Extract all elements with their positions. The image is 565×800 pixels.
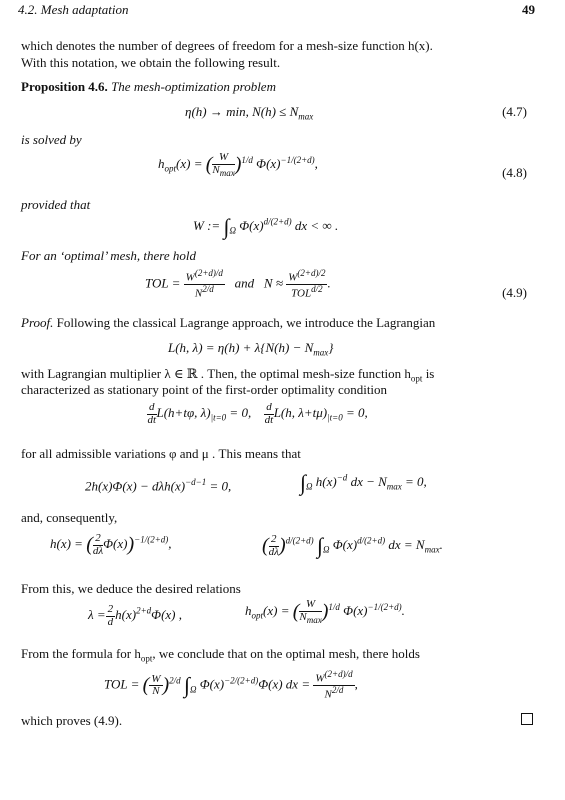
paragraph-line: which proves (4.9). (21, 713, 123, 728)
paragraph-line: provided that (21, 197, 91, 212)
equation-lambda: λ = $\frac{2}{d}$ $h(x)^{2+d}\Phi(x)$ , (88, 603, 182, 628)
equation-4-7: η(h) → min, $N(h) \le N_{max}$ (185, 104, 314, 122)
equation-number: (4.7) (502, 104, 527, 119)
paragraph-line: characterized as stationary point of the first-order optimality condition (21, 382, 388, 397)
paragraph-line: which denotes the number of degrees of freedom for a mesh-size function h(x). (21, 38, 433, 53)
paragraph-line: With this notation, we obtain the following result. (21, 55, 281, 70)
equation-w-definition: W := $\int_\Omega$ $\Phi(x)^{d/(2+d)}$ dx < ∞ . (193, 214, 339, 239)
equation-4-9: TOL = $\frac{W^{(2+d)/d}}{N^{2/d}}$ and N ≈ $\frac{W^{(2+d)/2}}{TOL^{d/2}}$ . (145, 268, 331, 300)
paragraph-line: From the formula for $h_{opt}$, we conclude that on the optimal mesh, there holds (21, 646, 420, 664)
paragraph-line: with Lagrangian multiplier λ ∈ ℝ . Then, the optimal mesh-size function $h_{opt}$ is (21, 366, 435, 384)
running-header: 4.2. Mesh adaptation (18, 2, 129, 17)
equation-first-order: $2h(x)\Phi(x) - d\lambda h(x)^{-d-1} = 0$, (85, 477, 232, 494)
proposition-label: Proposition 4.6. (21, 79, 108, 94)
equation-number: (4.9) (502, 285, 527, 300)
paragraph-line: and, consequently, (21, 510, 118, 525)
equation-h: h(x) = ( $\frac{2}{d\lambda}$ Φ(x))$^{-1/(2+d)}$, (50, 532, 172, 557)
equation-hopt: $h_{opt}(x)$ = ( $\frac{W}{N_{max}}$ )$^{1/d}$ $\Phi(x)^{-1/(2+d)}$. (245, 598, 405, 625)
equation-lambda-constraint: ( $\frac{2}{d\lambda}$ )$^{d/(2+d)}$ $\int_\Omega$ $\Phi(x)^{d/(2+d)}$ dx = $N_{max}$. (262, 532, 443, 558)
equation-number: (4.8) (502, 165, 527, 180)
paragraph-line: For an ‘optimal’ mesh, there hold (21, 248, 196, 263)
proof-line: Proof. Following the classical Lagrange approach, we introduce the Lagrangian (21, 315, 436, 330)
proposition-line (21, 79, 276, 95)
equation-stationarity: $\frac{d}{dt}$ L(h+tφ, $\lambda)_{|t=0} = 0$, $\frac{d}{dt}$ L(h, $\lambda+t\mu)_{|t=0} = 0$, (147, 401, 368, 426)
page-number: 49 (522, 2, 535, 17)
proposition-text: The mesh-optimization problem (111, 79, 276, 94)
qed-box-icon (521, 713, 533, 725)
equation-lagrangian: L(h, $\lambda) = \eta(h) + \lambda\{N(h) - N_{max}\}$ (168, 340, 334, 358)
equation-tol-final: TOL = ( $\frac{W}{N}$ )$^{2/d}$ $\int_\Omega$ $\Phi(x)^{-2/(2+d)}\Phi(x)$ dx = $\frac{W^{(2+d)/d}}{N^{2/d}}$ , (104, 669, 358, 701)
equation-constraint: $\int_\Omega$ $h(x)^{-d}$ dx − $N_{max} = 0$, (300, 470, 427, 495)
paragraph-line: for all admissible variations φ and μ . This means that (21, 446, 301, 461)
paragraph-line: is solved by (21, 132, 82, 147)
equation-4-8: $h_{opt}(x)$ = ( $\frac{W}{N_{max}}$ )$^{1/d}$ $\Phi(x)^{-1/(2+d)}$, (158, 151, 318, 178)
proof-label: Proof. (21, 315, 54, 330)
paragraph-line: From this, we deduce the desired relations (21, 581, 241, 596)
